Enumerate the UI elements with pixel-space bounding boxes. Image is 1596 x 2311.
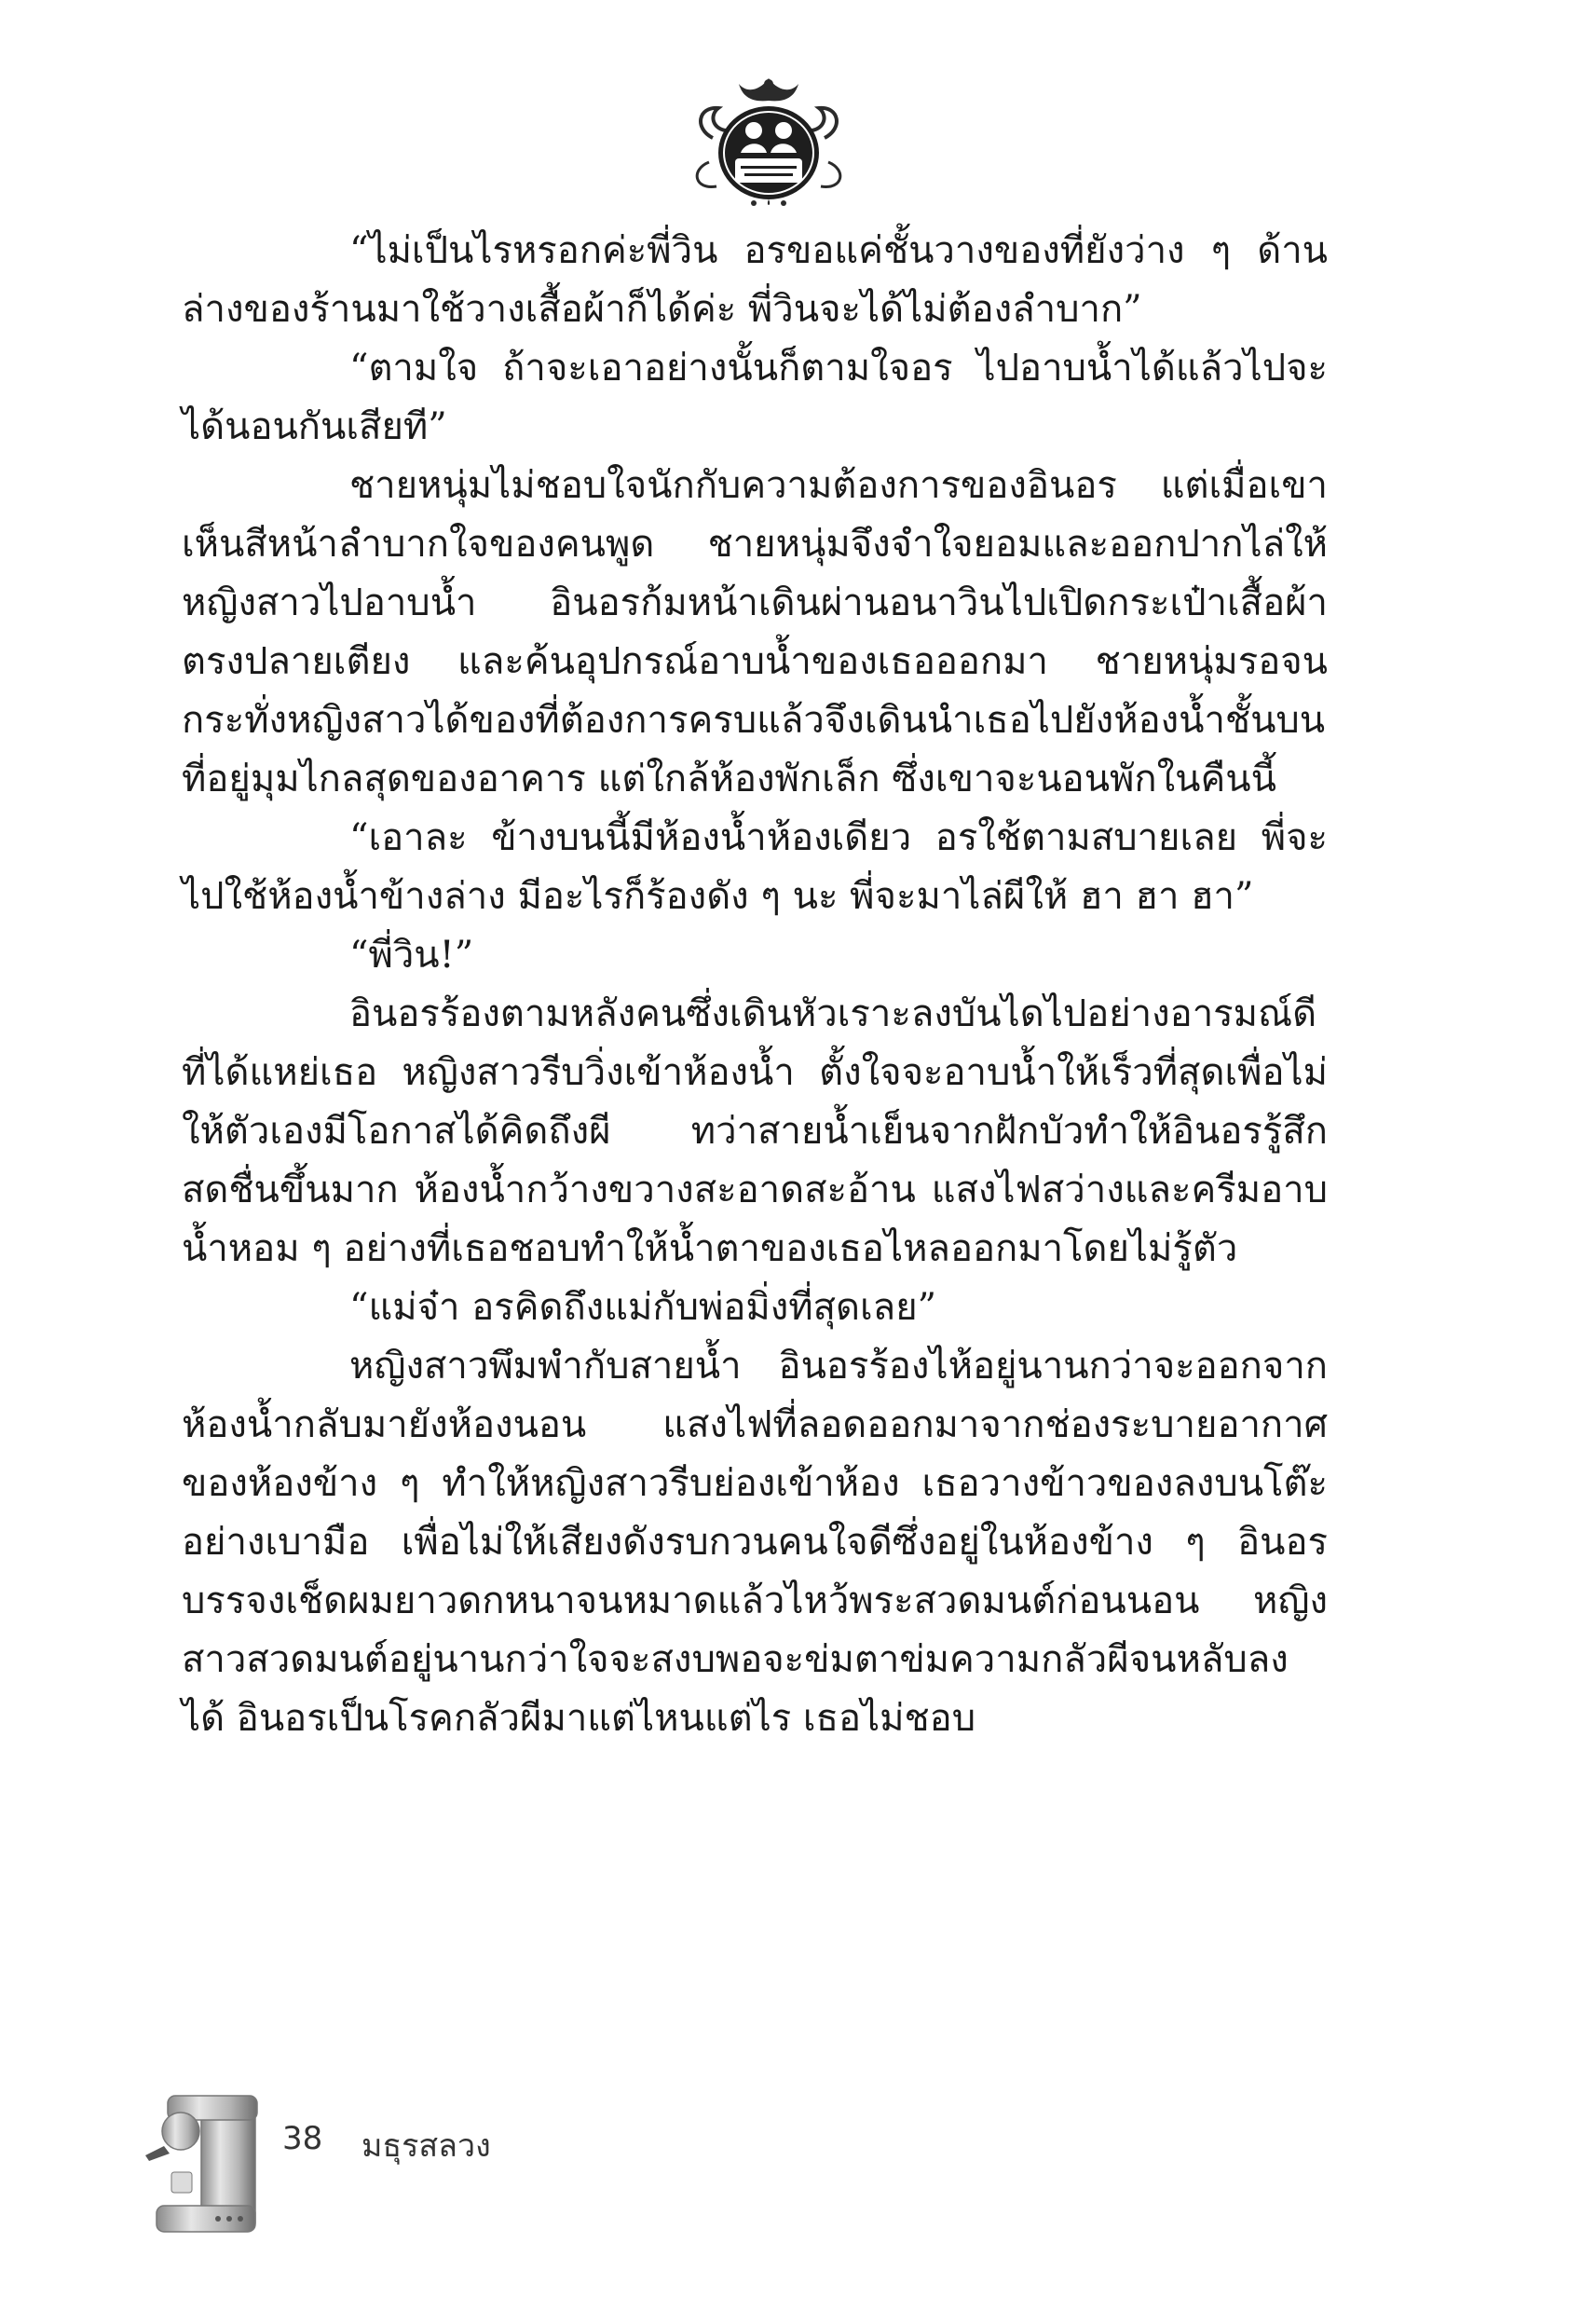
page-number: 38 <box>282 2120 323 2157</box>
publisher-emblem-icon <box>685 73 853 212</box>
body-text <box>182 222 1328 1748</box>
paragraph: อินอรร้องตามหลังคนซึ่งเดินหัวเราะลงบันไดไปอย่างอารมณ์ดีที่ได้แหย่เธอ หญิงสาวรีบวิ่งเข้าห้องน้ำ ตั้งใจจะอาบน้ำให้เร็วที่สุดเพื่อไม่ให้ตัวเองมีโอกาสได้คิดถึงผี ทว่าสายน้ำเย็นจากฝักบัวทำให้อินอรรู้สึกสดชื่นขึ้นมาก ห้องน้ำกว้างขวางสะอาดสะอ้าน แสงไฟสว่างและครีมอาบน้ำหอม ๆ อย่างที่เธอชอบทำให้น้ำตาของเธอไหลออกมาโดยไม่รู้ตัว <box>182 992 1328 1270</box>
paragraph: หญิงสาวพึมพำกับสายน้ำ อินอรร้องไห้อยู่นานกว่าจะออกจากห้องน้ำกลับมายังห้องนอน แสงไฟที่ลอดออกมาจากช่องระบายอากาศของห้องข้าง ๆ ทำให้หญิงสาวรีบย่องเข้าห้อง เธอวางข้าวของลงบนโต๊ะอย่างเบามือ เพื่อไม่ให้เสียงดังรบกวนคนใจดีซึ่งอยู่ในห้องข้าง ๆ อินอรบรรจงเช็ดผมยาวดกหนาจนหมาดแล้วไหว้พระสวดมนต์ก่อนนอน หญิงสาวสวดมนต์อยู่นานกว่าใจจะสงบพอจะข่มตาข่มความกลัวผีจนหลับลงได้ อินอรเป็นโรคกลัวผีมาแต่ไหนแต่ไร เธอไม่ชอบ <box>182 1345 1328 1740</box>
paragraph: “แม่จ๋า อรคิดถึงแม่กับพ่อมิ่งที่สุดเลย” <box>349 1286 937 1329</box>
paragraph: “พี่วิน!” <box>349 934 474 977</box>
book-title: มธุรสลวง <box>361 2127 491 2165</box>
coffee-machine-icon <box>140 2090 270 2239</box>
paragraph: “ตามใจ ถ้าจะเอาอย่างนั้นก็ตามใจอร ไปอาบน้ำได้แล้วไปจะได้นอนกันเสียที” <box>182 347 1328 448</box>
page-footer <box>0 2073 1596 2260</box>
paragraph: “ไม่เป็นไรหรอกค่ะพี่วิน อรขอแค่ชั้นวางของที่ยังว่าง ๆ ด้านล่างของร้านมาใช้วางเสื้อผ้าก็ได้ค่ะ พี่วินจะได้ไม่ต้องลำบาก” <box>182 229 1328 331</box>
paragraph: “เอาละ ข้างบนนี้มีห้องน้ำห้องเดียว อรใช้ตามสบายเลย พี่จะไปใช้ห้องน้ำข้างล่าง มีอะไรก็ร้องดัง ๆ นะ พี่จะมาไล่ผีให้ ฮา ฮา ฮา” <box>182 816 1328 918</box>
paragraph: ชายหนุ่มไม่ชอบใจนักกับความต้องการของอินอร แต่เมื่อเขาเห็นสีหน้าลำบากใจของคนพูด ชายหนุ่มจึงจำใจยอมและออกปากไล่ให้หญิงสาวไปอาบน้ำ อินอรก้มหน้าเดินผ่านอนาวินไปเปิดกระเป๋าเสื้อผ้าตรงปลายเตียง และค้นอุปกรณ์อาบน้ำของเธอออกมา ชายหนุ่มรอจนกระทั่งหญิงสาวได้ของที่ต้องการครบแล้วจึงเดินนำเธอไปยังห้องน้ำชั้นบน ที่อยู่มุมไกลสุดของอาคาร แต่ใกล้ห้องพักเล็ก ซึ่งเขาจะนอนพักในคืนนี้ <box>182 464 1328 800</box>
